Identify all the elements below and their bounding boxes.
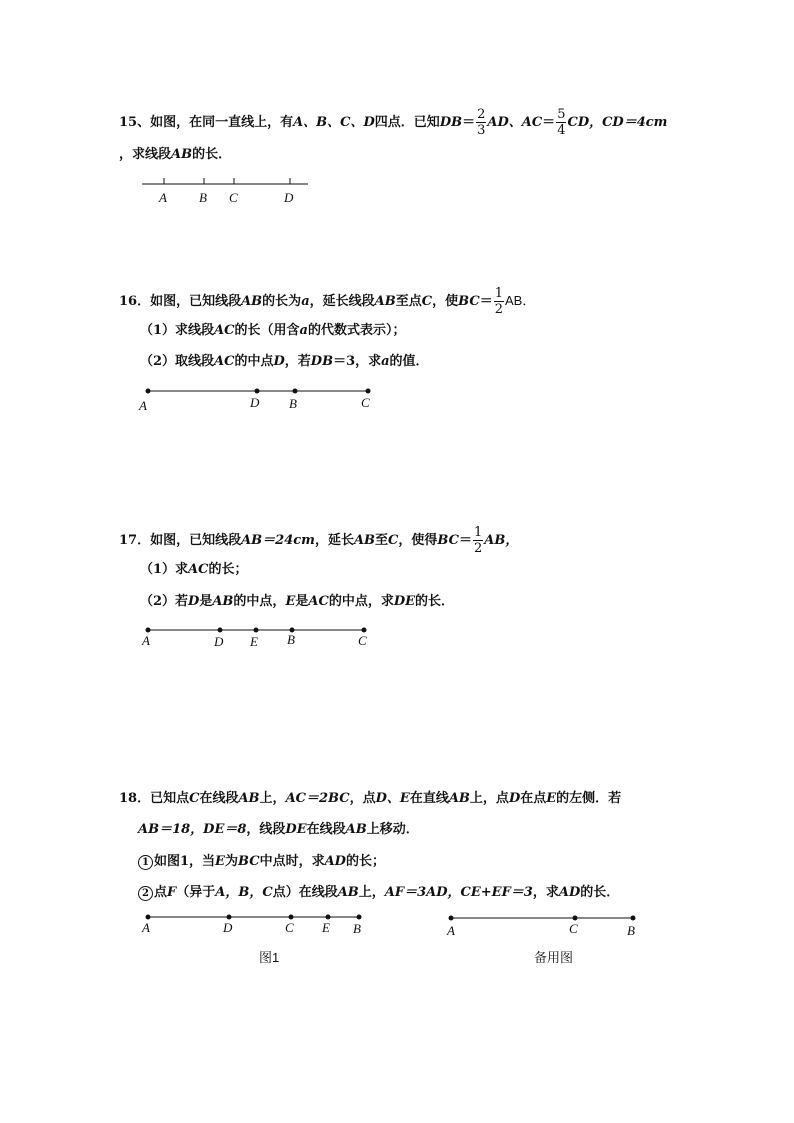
q18-l1-mid3: ，点: [349, 791, 376, 806]
q17-label-d: D: [214, 634, 224, 649]
q18-l1-mid5: 上，点: [469, 791, 509, 806]
q18-fig2-label-c: C: [569, 921, 578, 936]
q15-frac1-num: 2: [477, 107, 486, 122]
q16-sub1-ac: AC: [214, 323, 235, 338]
q17-point-a: [146, 628, 151, 633]
q17-ab: AB＝24cm: [241, 533, 315, 548]
q15-line2-suffix: 的长．: [192, 147, 232, 162]
q17-sub2-mid4: 的中点，求: [328, 594, 394, 609]
q16-ab: AB: [241, 294, 263, 309]
q18-l3-prefix: 如图1，当: [154, 854, 216, 869]
q16-tail: AB．: [504, 293, 536, 308]
q17-sub1-prefix: （1）求: [140, 562, 189, 577]
q18-fig1-label-a: A: [142, 920, 150, 935]
q17-tail: AB，: [484, 533, 519, 548]
q18-l3-e: E: [215, 854, 225, 869]
q17-label-c: C: [358, 633, 367, 648]
q18-l1-ab: AB: [238, 791, 260, 806]
q17-sub2-de: DE: [393, 594, 416, 609]
q17-point-c: [362, 628, 367, 633]
q18-l4-f: F: [167, 885, 177, 900]
q16-sub1-prefix: （1）求线段: [140, 323, 215, 338]
q17-sub2-mid: 是: [199, 594, 213, 609]
q17-sub2-prefix: （2）若: [140, 594, 189, 609]
q18-l1-mid: 在线段: [199, 791, 239, 806]
q18-fig1-point-a: [146, 915, 151, 920]
q18-fig1-point-e: [326, 915, 331, 920]
q18-fig1-label-d: D: [223, 920, 233, 935]
q18-fig2-point-c: [573, 916, 578, 921]
q18-fig2-label-a: A: [447, 923, 455, 938]
q17-text-mid1: ，延长: [314, 533, 354, 548]
q17-label-a: A: [142, 633, 150, 648]
q18-l2-de: DE: [285, 822, 307, 837]
q18-l4-mid4: ，求: [532, 885, 559, 900]
q16-label-a: A: [139, 398, 147, 413]
q15-frac1-den: 3: [477, 123, 486, 138]
q16-sub2-a: a: [381, 354, 390, 369]
q16-ab2: AB: [374, 294, 396, 309]
q16-sub2-mid: 的中点: [234, 354, 274, 369]
q16-sub2-suffix: 的值．: [389, 354, 429, 369]
q17-sub2-suffix: 的长．: [415, 594, 455, 609]
q17-point-e: [254, 628, 259, 633]
q15-frac2-num: 5: [557, 107, 566, 122]
q16-sub1-a: a: [299, 323, 308, 338]
q18-l2-mid: ，线段: [246, 822, 286, 837]
q18-l2-ab: AB＝18，DE＝8: [138, 822, 247, 837]
q18-l2-ab2: AB: [345, 822, 367, 837]
q17-point-d: [218, 628, 223, 633]
q18-l3-suffix: 的长；: [345, 854, 385, 869]
q16-point-a: [146, 389, 151, 394]
q18-circled-2: 2: [138, 886, 153, 901]
q18-l2-suffix: 上移动．: [366, 822, 419, 837]
q15-points: A、B、C、D: [293, 115, 375, 130]
q15-label-b: B: [199, 190, 207, 205]
q17-text-mid3: ，使得: [398, 533, 438, 548]
q18-l4-mid: （异于: [176, 885, 216, 900]
q17-text-mid2: 至: [375, 533, 389, 548]
q17-eq: ＝: [459, 533, 473, 548]
q16-text-mid2: ，延长线段: [309, 294, 375, 309]
q16-label-d: D: [250, 395, 260, 410]
q16-label-c: C: [361, 395, 370, 410]
q16-bc: BC: [458, 294, 480, 309]
q17-label-b: B: [287, 632, 295, 647]
q15-line2-text: ，求线段: [119, 147, 172, 162]
q16-sub2-eq: ＝3，求: [333, 354, 382, 369]
q16-sub2-mid2: ，若: [284, 354, 311, 369]
q18-fig2-caption: 备用图: [534, 950, 574, 965]
q17-sub2-mid3: 是: [295, 594, 309, 609]
q18-fig1-label-b: B: [353, 921, 361, 936]
q15-db: DB: [439, 115, 463, 130]
q16-point-b: [293, 389, 298, 394]
q16-sub2-d: D: [273, 354, 285, 369]
q18-l1-ac: AC＝2BC: [285, 791, 350, 806]
q18-l3-mid2: 中点时，求: [259, 854, 325, 869]
q18-l4-ad: AD: [558, 885, 581, 900]
q17-frac-den: 2: [474, 541, 483, 556]
q15-text-mid: 四点．已知: [374, 115, 440, 130]
q18-fig1-point-c: [289, 915, 294, 920]
q17-sub2-mid2: 的中点，: [233, 594, 286, 609]
q15-text: 15、如图，在同一直线上，有: [119, 115, 294, 130]
q18-l4-af: AF＝3AD，CE+EF＝3: [384, 885, 533, 900]
q15-line2-ab: AB: [171, 147, 193, 162]
q16-point-d: [255, 389, 260, 394]
q17-label-e: E: [250, 634, 258, 649]
q15-frac2-den: 4: [557, 123, 566, 138]
q15-eq2: ＝: [542, 115, 556, 130]
q16-text-mid4: ，使: [432, 294, 459, 309]
q15-label-a: A: [159, 190, 167, 205]
q18-l4-mid2: 点）在线段: [272, 885, 338, 900]
q18-fig1-point-b: [357, 915, 362, 920]
q15-figure: [142, 178, 308, 184]
q16-sub2-db: DB: [310, 354, 334, 369]
q17-sub2-e: E: [285, 594, 296, 609]
q16-text-mid3: 至点: [395, 294, 422, 309]
q18-l3-bc: BC: [237, 854, 260, 869]
q16-sub1-mid: 的长（用含: [234, 323, 300, 338]
q15-label-d: D: [284, 190, 294, 205]
q18-l4-prefix: 点: [154, 885, 168, 900]
q16-a: a: [301, 294, 310, 309]
q15-eq: ＝: [462, 115, 476, 130]
q16-frac-den: 2: [494, 302, 503, 317]
q18-l1-suffix: 的左侧．若: [556, 791, 622, 806]
q18-fig2-label-b: B: [627, 923, 635, 938]
q18-l2-mid2: 在线段: [306, 822, 346, 837]
q18-fig2-point-a: [449, 916, 454, 921]
q18-l1-d: D: [508, 791, 521, 806]
q16-text: 16．如图，已知线段: [119, 294, 242, 309]
q16-eq: ＝: [479, 294, 493, 309]
q18-l1-mid6: 在点: [520, 791, 547, 806]
q18-l1-prefix: 18．已知点: [119, 791, 190, 806]
q18-fig1-label-e: E: [322, 920, 330, 935]
q18-l1-ab2: AB: [448, 791, 470, 806]
q17-ab2: AB: [353, 533, 376, 548]
q18-circled-1: 1: [138, 855, 153, 870]
q18-l4-suffix: 的长．: [580, 885, 620, 900]
q18-l1-mid2: 上，: [259, 791, 286, 806]
q18-l3-mid: 为: [224, 854, 238, 869]
q18-l1-e: E: [546, 791, 557, 806]
q17-c: C: [388, 533, 399, 548]
q18-l1-c: C: [189, 791, 200, 806]
q16-sub2-prefix: （2）取线段: [140, 354, 215, 369]
q17-sub2-ac: AC: [308, 594, 329, 609]
q18-l4-ab: AB: [337, 885, 359, 900]
q16-label-b: B: [289, 396, 297, 411]
q16-c: C: [421, 294, 433, 309]
q18-l4-abc: A，B，C: [215, 885, 273, 900]
q16-sub2-ac: AC: [214, 354, 235, 369]
q17-sub2-ab: AB: [212, 594, 234, 609]
q18-l1-de: D、E: [375, 791, 410, 806]
q17-sub1-suffix: 的长；: [208, 562, 248, 577]
q18-l1-mid4: 在直线: [409, 791, 449, 806]
q18-fig1-point-d: [227, 915, 232, 920]
q17-sub1-ac: AC: [188, 562, 209, 577]
q15-label-c: C: [229, 190, 238, 205]
q17-frac-num: 1: [474, 525, 483, 540]
q15-ad: AD、AC: [487, 115, 543, 130]
q17-bc: BC: [437, 533, 459, 548]
q18-l3-ad: AD: [324, 854, 346, 869]
q17-sub2-d: D: [188, 594, 200, 609]
q16-sub1-suffix: 的代数式表示）；: [307, 323, 406, 338]
q18-fig2-point-b: [631, 916, 636, 921]
q16-text-mid1: 的长为: [262, 294, 302, 309]
q17-text: 17．如图，已知线段: [119, 533, 242, 548]
q18-l4-mid3: 上，: [358, 885, 385, 900]
q15-cd: CD，CD＝4cm: [567, 115, 668, 130]
q18-fig1-label-c: C: [285, 920, 294, 935]
q16-point-c: [366, 389, 371, 394]
q18-fig1-caption: 图1: [259, 950, 280, 965]
q16-frac-num: 1: [494, 286, 503, 301]
